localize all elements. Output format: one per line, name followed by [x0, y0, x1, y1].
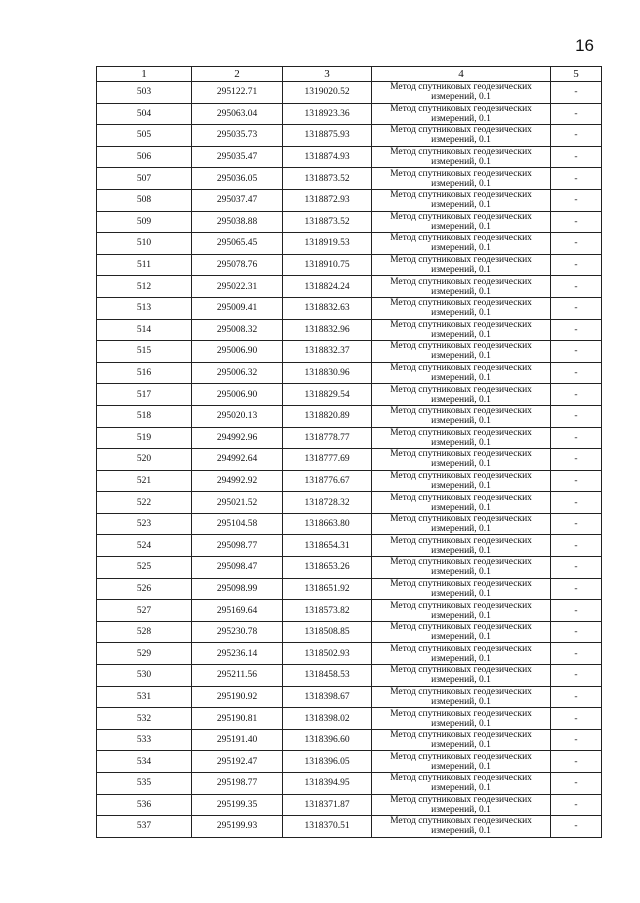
coordinates-table: [96, 66, 602, 838]
table-row: [97, 233, 602, 255]
table-row: [97, 621, 602, 643]
column-header-5: 5: [551, 67, 602, 82]
note-cell: -: [551, 189, 602, 211]
table-row: [97, 643, 602, 665]
point-number-cell: 508: [97, 189, 192, 211]
note-cell: -: [551, 600, 602, 622]
x-coordinate-cell: 295008.32: [192, 319, 283, 341]
table-row: [97, 513, 602, 535]
method-text-line-2: измерений, 0.1: [431, 243, 491, 254]
method-text-line-1: Метод спутниковых геодезических: [390, 470, 532, 481]
method-cell: [372, 470, 551, 492]
x-coordinate-cell: 295006.32: [192, 362, 283, 384]
method-text-line-2: измерений, 0.1: [431, 157, 491, 168]
point-number-cell: 504: [97, 103, 192, 125]
method-text-line-2: измерений, 0.1: [431, 588, 491, 599]
note-cell: -: [551, 362, 602, 384]
y-coordinate-cell: 1318830.96: [283, 362, 372, 384]
method-text-line-1: Метод спутниковых геодезических: [390, 665, 532, 676]
x-coordinate-cell: 295098.47: [192, 557, 283, 579]
method-text-line-2: измерений, 0.1: [431, 308, 491, 319]
method-text-line-1: Метод спутниковых геодезических: [390, 535, 532, 546]
note-cell: -: [551, 513, 602, 535]
method-text-line-1: Метод спутниковых геодезических: [390, 708, 532, 719]
y-coordinate-cell: 1318777.69: [283, 449, 372, 471]
table-row: [97, 189, 602, 211]
point-number-cell: 533: [97, 729, 192, 751]
note-cell: -: [551, 686, 602, 708]
method-cell: [372, 449, 551, 471]
point-number-cell: 503: [97, 82, 192, 104]
table-row: [97, 729, 602, 751]
table-row: [97, 557, 602, 579]
note-cell: -: [551, 276, 602, 298]
method-cell: [372, 319, 551, 341]
method-cell: [372, 665, 551, 687]
x-coordinate-cell: 294992.96: [192, 427, 283, 449]
method-cell: [372, 362, 551, 384]
method-cell: [372, 341, 551, 363]
x-coordinate-cell: 295038.88: [192, 211, 283, 233]
note-cell: -: [551, 254, 602, 276]
method-text-line-1: Метод спутниковых геодезических: [390, 125, 532, 136]
point-number-cell: 517: [97, 384, 192, 406]
method-text-line-1: Метод спутниковых геодезических: [390, 298, 532, 309]
note-cell: -: [551, 233, 602, 255]
table-row: [97, 384, 602, 406]
method-text-line-2: измерений, 0.1: [431, 632, 491, 643]
method-cell: [372, 405, 551, 427]
y-coordinate-cell: 1318396.60: [283, 729, 372, 751]
note-cell: -: [551, 297, 602, 319]
table-row: [97, 708, 602, 730]
y-coordinate-cell: 1318573.82: [283, 600, 372, 622]
x-coordinate-cell: 295035.47: [192, 146, 283, 168]
method-text-line-2: измерений, 0.1: [431, 480, 491, 491]
point-number-cell: 536: [97, 794, 192, 816]
method-cell: [372, 729, 551, 751]
y-coordinate-cell: 1318394.95: [283, 773, 372, 795]
note-cell: -: [551, 82, 602, 104]
x-coordinate-cell: 295006.90: [192, 384, 283, 406]
note-cell: -: [551, 146, 602, 168]
point-number-cell: 530: [97, 665, 192, 687]
note-cell: -: [551, 751, 602, 773]
method-text-line-2: измерений, 0.1: [431, 373, 491, 384]
table-row: [97, 276, 602, 298]
method-text-line-1: Метод спутниковых геодезических: [390, 600, 532, 611]
method-text-line-2: измерений, 0.1: [431, 178, 491, 189]
method-cell: [372, 146, 551, 168]
x-coordinate-cell: 295037.47: [192, 189, 283, 211]
y-coordinate-cell: 1318919.53: [283, 233, 372, 255]
y-coordinate-cell: 1318873.52: [283, 211, 372, 233]
note-cell: -: [551, 103, 602, 125]
method-cell: [372, 686, 551, 708]
method-cell: [372, 643, 551, 665]
method-text-line-1: Метод спутниковых геодезических: [390, 492, 532, 503]
table-row: [97, 535, 602, 557]
y-coordinate-cell: 1318776.67: [283, 470, 372, 492]
y-coordinate-cell: 1318502.93: [283, 643, 372, 665]
method-text-line-2: измерений, 0.1: [431, 437, 491, 448]
table-row: [97, 665, 602, 687]
point-number-cell: 519: [97, 427, 192, 449]
method-cell: [372, 189, 551, 211]
point-number-cell: 515: [97, 341, 192, 363]
table-row: [97, 686, 602, 708]
method-cell: [372, 751, 551, 773]
note-cell: -: [551, 557, 602, 579]
y-coordinate-cell: 1318829.54: [283, 384, 372, 406]
x-coordinate-cell: 295199.35: [192, 794, 283, 816]
method-text-line-1: Метод спутниковых геодезических: [390, 363, 532, 374]
point-number-cell: 535: [97, 773, 192, 795]
note-cell: -: [551, 773, 602, 795]
table-row: [97, 82, 602, 104]
method-text-line-1: Метод спутниковых геодезических: [390, 255, 532, 266]
point-number-cell: 537: [97, 816, 192, 838]
method-cell: [372, 773, 551, 795]
y-coordinate-cell: 1318832.63: [283, 297, 372, 319]
method-text-line-1: Метод спутниковых геодезических: [390, 211, 532, 222]
x-coordinate-cell: 295230.78: [192, 621, 283, 643]
header-row: [97, 67, 602, 82]
method-text-line-1: Метод спутниковых геодезических: [390, 794, 532, 805]
y-coordinate-cell: 1318872.93: [283, 189, 372, 211]
method-text-line-2: измерений, 0.1: [431, 221, 491, 232]
x-coordinate-cell: 295006.90: [192, 341, 283, 363]
x-coordinate-cell: 295190.81: [192, 708, 283, 730]
table-row: [97, 362, 602, 384]
page-number: 16: [575, 36, 594, 55]
x-coordinate-cell: 295199.93: [192, 816, 283, 838]
method-text-line-2: измерений, 0.1: [431, 135, 491, 146]
method-text-line-1: Метод спутниковых геодезических: [390, 168, 532, 179]
note-cell: -: [551, 492, 602, 514]
x-coordinate-cell: 295035.73: [192, 125, 283, 147]
note-cell: -: [551, 729, 602, 751]
point-number-cell: 528: [97, 621, 192, 643]
method-text-line-1: Метод спутниковых геодезических: [390, 427, 532, 438]
point-number-cell: 524: [97, 535, 192, 557]
table-row: [97, 297, 602, 319]
method-text-line-2: измерений, 0.1: [431, 783, 491, 794]
y-coordinate-cell: 1318874.93: [283, 146, 372, 168]
y-coordinate-cell: 1318824.24: [283, 276, 372, 298]
x-coordinate-cell: 295009.41: [192, 297, 283, 319]
method-text-line-1: Метод спутниковых геодезических: [390, 622, 532, 633]
method-text-line-1: Метод спутниковых геодезических: [390, 686, 532, 697]
point-number-cell: 512: [97, 276, 192, 298]
note-cell: -: [551, 643, 602, 665]
method-text-line-2: измерений, 0.1: [431, 610, 491, 621]
x-coordinate-cell: 295022.31: [192, 276, 283, 298]
method-text-line-2: измерений, 0.1: [431, 394, 491, 405]
y-coordinate-cell: 1318832.37: [283, 341, 372, 363]
table-row: [97, 103, 602, 125]
table-row: [97, 211, 602, 233]
method-text-line-1: Метод спутниковых геодезических: [390, 319, 532, 330]
x-coordinate-cell: 295020.13: [192, 405, 283, 427]
column-header-3: 3: [283, 67, 372, 82]
point-number-cell: 513: [97, 297, 192, 319]
point-number-cell: 527: [97, 600, 192, 622]
note-cell: -: [551, 621, 602, 643]
method-text-line-1: Метод спутниковых геодезических: [390, 384, 532, 395]
method-text-line-1: Метод спутниковых геодезических: [390, 816, 532, 827]
method-cell: [372, 557, 551, 579]
point-number-cell: 514: [97, 319, 192, 341]
x-coordinate-cell: 295104.58: [192, 513, 283, 535]
table-header: [97, 67, 602, 82]
point-number-cell: 534: [97, 751, 192, 773]
method-text-line-2: измерений, 0.1: [431, 502, 491, 513]
point-number-cell: 505: [97, 125, 192, 147]
method-text-line-1: Метод спутниковых геодезических: [390, 190, 532, 201]
method-cell: [372, 427, 551, 449]
note-cell: -: [551, 470, 602, 492]
y-coordinate-cell: 1318654.31: [283, 535, 372, 557]
point-number-cell: 522: [97, 492, 192, 514]
column-header-1: 1: [97, 67, 192, 82]
table-row: [97, 427, 602, 449]
method-text-line-2: измерений, 0.1: [431, 329, 491, 340]
method-text-line-2: измерений, 0.1: [431, 567, 491, 578]
x-coordinate-cell: 295021.52: [192, 492, 283, 514]
note-cell: -: [551, 708, 602, 730]
method-text-line-2: измерений, 0.1: [431, 351, 491, 362]
table-row: [97, 816, 602, 838]
note-cell: -: [551, 405, 602, 427]
x-coordinate-cell: 295122.71: [192, 82, 283, 104]
point-number-cell: 510: [97, 233, 192, 255]
method-text-line-2: измерений, 0.1: [431, 675, 491, 686]
table-row: [97, 600, 602, 622]
point-number-cell: 511: [97, 254, 192, 276]
note-cell: -: [551, 211, 602, 233]
note-cell: -: [551, 125, 602, 147]
method-cell: [372, 600, 551, 622]
table-row: [97, 319, 602, 341]
table-row: [97, 405, 602, 427]
table-body: [97, 82, 602, 838]
note-cell: -: [551, 341, 602, 363]
method-text-line-2: измерений, 0.1: [431, 286, 491, 297]
method-text-line-1: Метод спутниковых геодезических: [390, 514, 532, 525]
x-coordinate-cell: 295098.77: [192, 535, 283, 557]
note-cell: -: [551, 794, 602, 816]
note-cell: -: [551, 535, 602, 557]
table-row: [97, 146, 602, 168]
table-row: [97, 341, 602, 363]
method-cell: [372, 621, 551, 643]
x-coordinate-cell: 295192.47: [192, 751, 283, 773]
method-text-line-2: измерений, 0.1: [431, 416, 491, 427]
method-cell: [372, 276, 551, 298]
method-text-line-2: измерений, 0.1: [431, 92, 491, 103]
method-cell: [372, 384, 551, 406]
method-text-line-1: Метод спутниковых геодезических: [390, 147, 532, 158]
method-cell: [372, 708, 551, 730]
method-cell: [372, 794, 551, 816]
note-cell: -: [551, 816, 602, 838]
y-coordinate-cell: 1318820.89: [283, 405, 372, 427]
method-cell: [372, 125, 551, 147]
table-row: [97, 492, 602, 514]
point-number-cell: 523: [97, 513, 192, 535]
point-number-cell: 521: [97, 470, 192, 492]
method-cell: [372, 211, 551, 233]
y-coordinate-cell: 1318873.52: [283, 168, 372, 190]
x-coordinate-cell: 295236.14: [192, 643, 283, 665]
method-text-line-1: Метод спутниковых геодезических: [390, 730, 532, 741]
point-number-cell: 532: [97, 708, 192, 730]
method-text-line-2: измерений, 0.1: [431, 804, 491, 815]
point-number-cell: 518: [97, 405, 192, 427]
table-row: [97, 578, 602, 600]
y-coordinate-cell: 1319020.52: [283, 82, 372, 104]
column-header-2: 2: [192, 67, 283, 82]
x-coordinate-cell: 294992.64: [192, 449, 283, 471]
y-coordinate-cell: 1318398.02: [283, 708, 372, 730]
y-coordinate-cell: 1318651.92: [283, 578, 372, 600]
point-number-cell: 526: [97, 578, 192, 600]
point-number-cell: 516: [97, 362, 192, 384]
y-coordinate-cell: 1318458.53: [283, 665, 372, 687]
y-coordinate-cell: 1318728.32: [283, 492, 372, 514]
table-row: [97, 470, 602, 492]
method-text-line-2: измерений, 0.1: [431, 696, 491, 707]
method-text-line-2: измерений, 0.1: [431, 761, 491, 772]
table-row: [97, 751, 602, 773]
x-coordinate-cell: 294992.92: [192, 470, 283, 492]
method-text-line-1: Метод спутниковых геодезических: [390, 751, 532, 762]
method-text-line-2: измерений, 0.1: [431, 826, 491, 837]
method-cell: [372, 233, 551, 255]
x-coordinate-cell: 295198.77: [192, 773, 283, 795]
x-coordinate-cell: 295191.40: [192, 729, 283, 751]
point-number-cell: 529: [97, 643, 192, 665]
x-coordinate-cell: 295036.05: [192, 168, 283, 190]
note-cell: -: [551, 168, 602, 190]
method-text-line-1: Метод спутниковых геодезических: [390, 276, 532, 287]
method-cell: [372, 82, 551, 104]
y-coordinate-cell: 1318875.93: [283, 125, 372, 147]
y-coordinate-cell: 1318370.51: [283, 816, 372, 838]
method-text-line-2: измерений, 0.1: [431, 113, 491, 124]
method-text-line-1: Метод спутниковых геодезических: [390, 578, 532, 589]
note-cell: -: [551, 427, 602, 449]
x-coordinate-cell: 295063.04: [192, 103, 283, 125]
method-cell: [372, 103, 551, 125]
method-text-line-2: измерений, 0.1: [431, 459, 491, 470]
method-cell: [372, 513, 551, 535]
method-text-line-1: Метод спутниковых геодезических: [390, 406, 532, 417]
table-row: [97, 773, 602, 795]
method-cell: [372, 578, 551, 600]
y-coordinate-cell: 1318663.80: [283, 513, 372, 535]
y-coordinate-cell: 1318653.26: [283, 557, 372, 579]
note-cell: -: [551, 665, 602, 687]
point-number-cell: 506: [97, 146, 192, 168]
table-row: [97, 254, 602, 276]
method-text-line-1: Метод спутниковых геодезических: [390, 233, 532, 244]
note-cell: -: [551, 384, 602, 406]
y-coordinate-cell: 1318371.87: [283, 794, 372, 816]
method-text-line-2: измерений, 0.1: [431, 524, 491, 535]
method-text-line-1: Метод спутниковых геодезических: [390, 82, 532, 93]
point-number-cell: 520: [97, 449, 192, 471]
method-cell: [372, 254, 551, 276]
x-coordinate-cell: 295169.64: [192, 600, 283, 622]
method-text-line-1: Метод спутниковых геодезических: [390, 103, 532, 114]
method-text-line-1: Метод спутниковых геодезических: [390, 643, 532, 654]
method-text-line-1: Метод спутниковых геодезических: [390, 773, 532, 784]
method-text-line-2: измерений, 0.1: [431, 653, 491, 664]
method-cell: [372, 168, 551, 190]
x-coordinate-cell: 295065.45: [192, 233, 283, 255]
method-text-line-2: измерений, 0.1: [431, 718, 491, 729]
method-cell: [372, 492, 551, 514]
table-row: [97, 449, 602, 471]
x-coordinate-cell: 295078.76: [192, 254, 283, 276]
note-cell: -: [551, 319, 602, 341]
y-coordinate-cell: 1318508.85: [283, 621, 372, 643]
y-coordinate-cell: 1318778.77: [283, 427, 372, 449]
method-cell: [372, 297, 551, 319]
table-row: [97, 794, 602, 816]
column-header-4: 4: [372, 67, 551, 82]
method-text-line-2: измерений, 0.1: [431, 740, 491, 751]
point-number-cell: 531: [97, 686, 192, 708]
x-coordinate-cell: 295190.92: [192, 686, 283, 708]
point-number-cell: 525: [97, 557, 192, 579]
method-text-line-2: измерений, 0.1: [431, 200, 491, 211]
y-coordinate-cell: 1318832.96: [283, 319, 372, 341]
note-cell: -: [551, 449, 602, 471]
y-coordinate-cell: 1318910.75: [283, 254, 372, 276]
y-coordinate-cell: 1318396.05: [283, 751, 372, 773]
x-coordinate-cell: 295098.99: [192, 578, 283, 600]
method-cell: [372, 816, 551, 838]
method-text-line-1: Метод спутниковых геодезических: [390, 449, 532, 460]
method-text-line-1: Метод спутниковых геодезических: [390, 557, 532, 568]
point-number-cell: 507: [97, 168, 192, 190]
table-row: [97, 168, 602, 190]
y-coordinate-cell: 1318398.67: [283, 686, 372, 708]
method-text-line-2: измерений, 0.1: [431, 545, 491, 556]
note-cell: -: [551, 578, 602, 600]
point-number-cell: 509: [97, 211, 192, 233]
y-coordinate-cell: 1318923.36: [283, 103, 372, 125]
method-text-line-1: Метод спутниковых геодезических: [390, 341, 532, 352]
table-row: [97, 125, 602, 147]
method-cell: [372, 535, 551, 557]
x-coordinate-cell: 295211.56: [192, 665, 283, 687]
method-text-line-2: измерений, 0.1: [431, 265, 491, 276]
